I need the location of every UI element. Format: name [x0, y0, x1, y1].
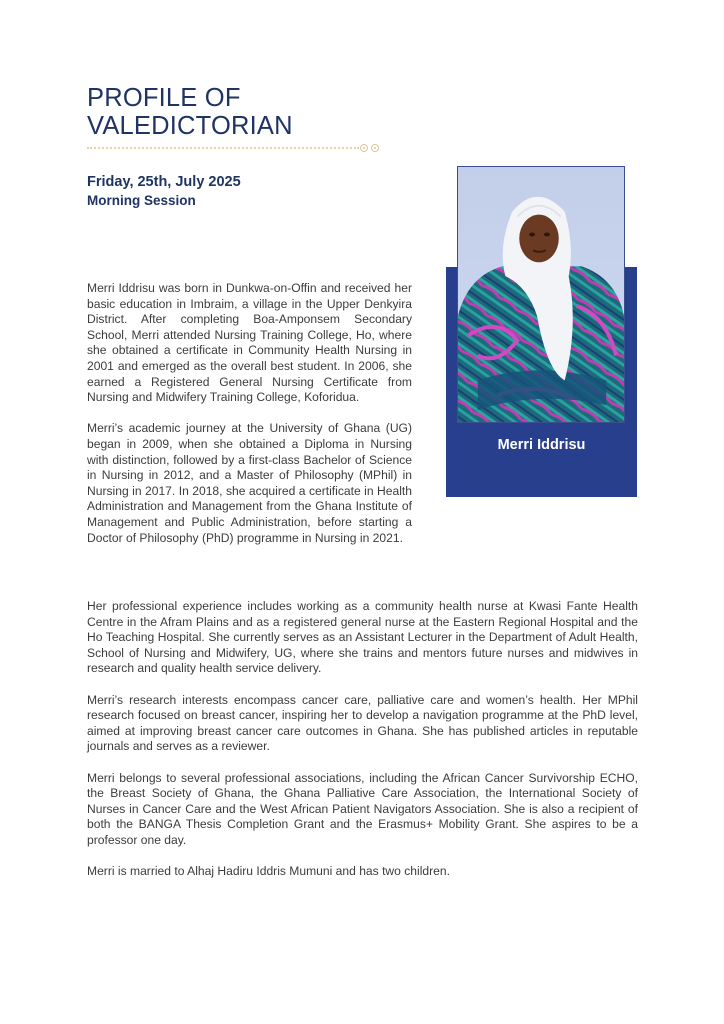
bio-paragraph-associations: Merri belongs to several professional associations, including the African Cancer Survivorship ECHO, the Breast Society of Ghana, the Ghana Palliative Care Association, the International Society of Nurses in Cancer Care and the West African Patient Navigators Association. She is also a recipient of both the BANGA Thesis Completion Grant and the Erasmus+ Mobility Grant. She aspires to be a professor one day. — [87, 770, 638, 847]
bio-paragraph-research: Merri’s research interests encompass cancer care, palliative care and women’s health. Her MPhil research focused on breast cancer, inspiring her to develop a navigation programme at the PhD level, aimed at improving breast cancer care outcomes in Ghana. She has published articles in reputable journals and serves as a reviewer. — [87, 692, 638, 754]
ornament-icon — [360, 143, 384, 153]
bio-paragraph-family: Merri is married to Alhaj Hadiru Iddris Mumuni and has two children. — [87, 864, 450, 879]
profile-photo — [457, 166, 625, 423]
bio-paragraph-early-life: Merri Iddrisu was born in Dunkwa-on-Offin and received her basic education in Imbraim, a village in the Upper Denkyira District. After completing Boa-Amponsem Secondary School, Merri attended Nursing Training College, Ho, where she obtained a certificate in Community Health Nursing in 2001 and emerged as the overall best student. In 2006, she earned a Registered General Nursing Certificate from Nursing and Midwifery Training College, Koforidua. — [87, 281, 412, 405]
page-title — [87, 84, 293, 140]
session-name: Morning Session — [87, 193, 196, 208]
valedictorian-name: Merri Iddrisu — [497, 437, 586, 453]
bio-paragraph-experience: Her professional experience includes working as a community health nurse at Kwasi Fante Health Centre in the Afram Plains and as a registered general nurse at the Eastern Regional Hospital and the Ho Teaching Hospital. She currently serves as an Assistant Lecturer in the Department of Adult Health, School of Nursing and Midwifery, UG, where she trains and mentors future nurses and midwives in research and quality health service delivery. — [87, 599, 638, 676]
title-divider — [87, 147, 359, 149]
page-title-line-2: VALEDICTORIAN — [87, 112, 293, 140]
ornament-knot-icon — [371, 144, 379, 152]
biography-intro — [87, 281, 412, 546]
bio-paragraph-academic: Merri’s academic journey at the University of Ghana (UG) began in 2009, when she obtained a Diploma in Nursing with distinction, followed by a first-class Bachelor of Science in Nursing in 2012, and a Master of Philosophy (MPhil) in Nursing in 2017. In 2018, she acquired a certificate in Health Administration and Management from the Ghana Institute of Management and Public Administration, before starting a Doctor of Philosophy (PhD) programme in Nursing in 2021. — [87, 421, 412, 545]
portrait-illustration — [458, 167, 624, 422]
ornament-knot-icon — [360, 144, 368, 152]
page-title-line-1: PROFILE OF — [87, 84, 241, 112]
face-shape — [519, 215, 559, 263]
session-date: Friday, 25th, July 2025 — [87, 174, 241, 190]
biography-details — [87, 599, 638, 880]
